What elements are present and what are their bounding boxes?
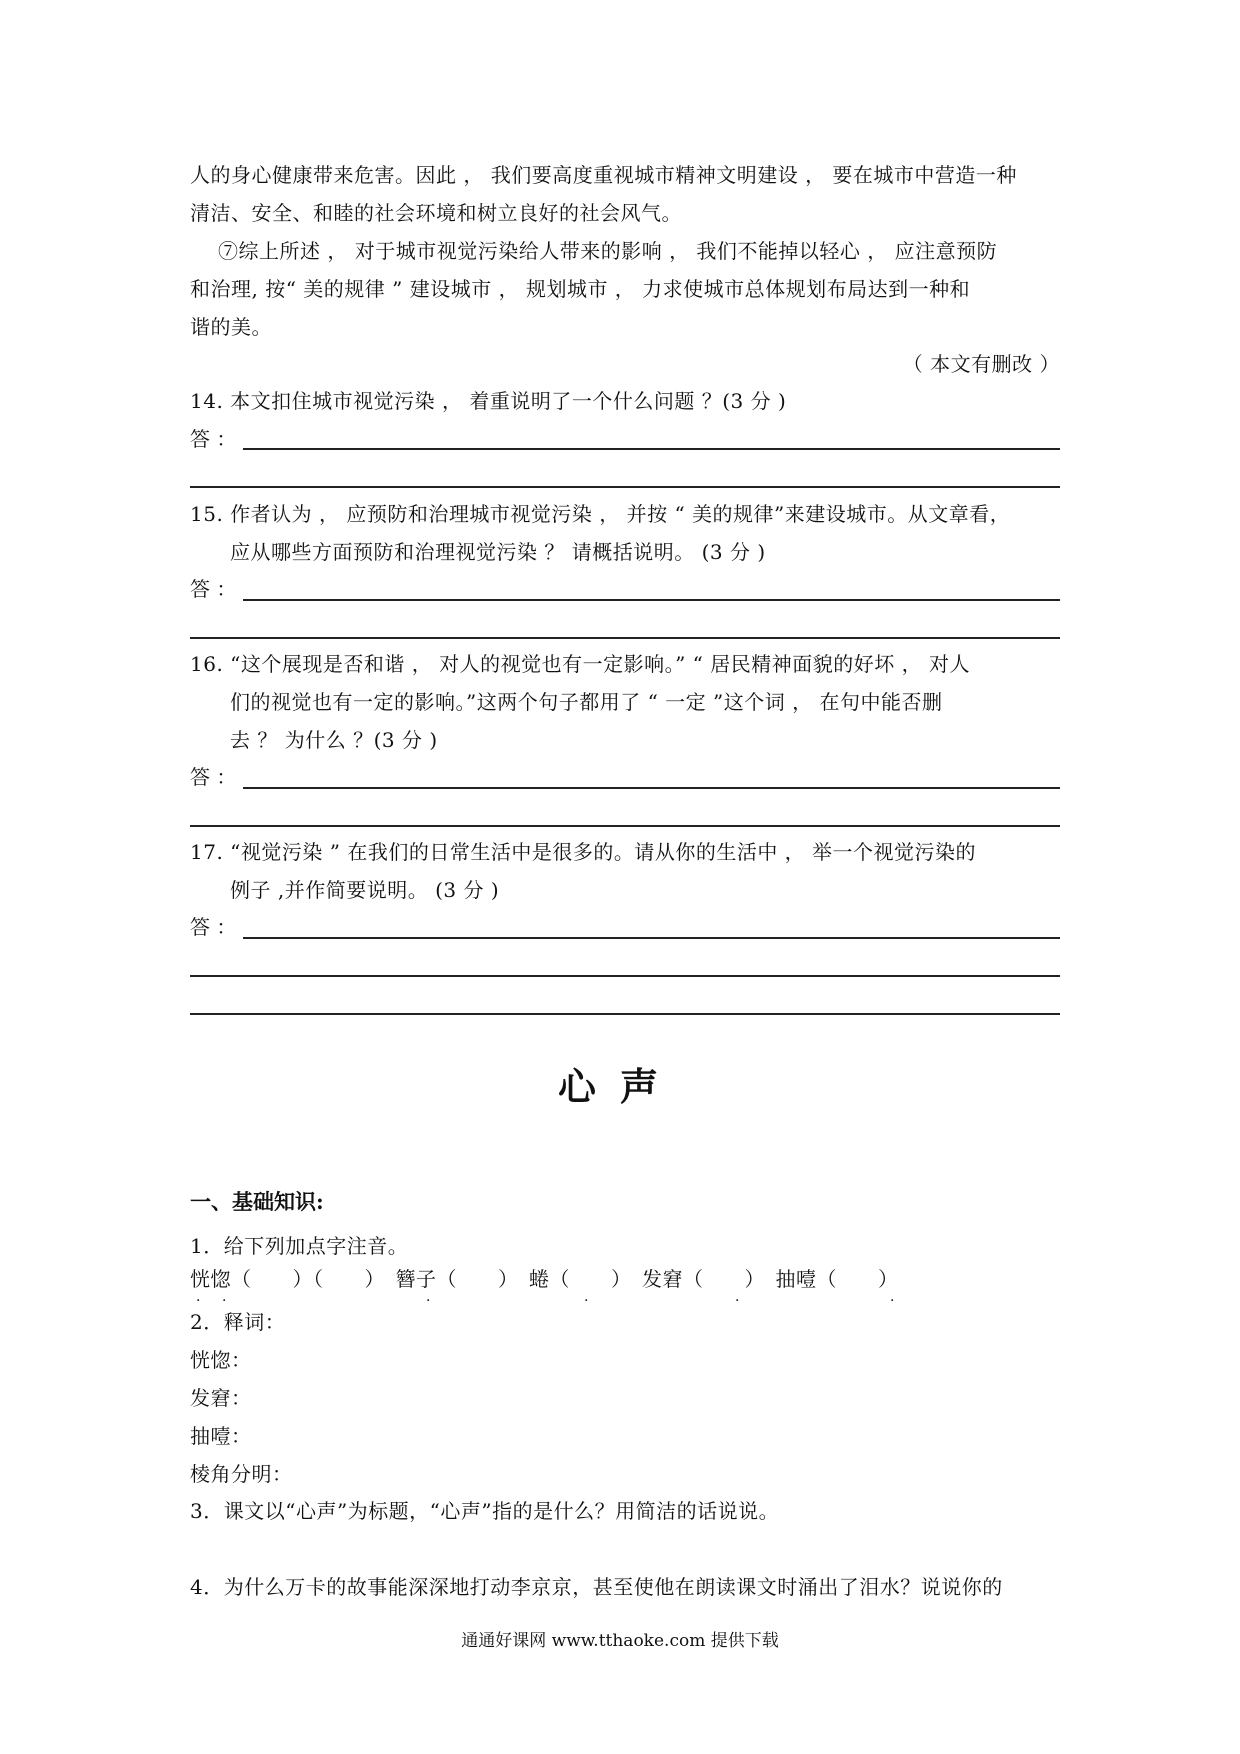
item-1: 1．给下列加点字注音。 bbox=[190, 1234, 409, 1258]
answer-line[interactable] bbox=[243, 787, 1060, 789]
emphasis-dot: · bbox=[196, 1293, 201, 1309]
pinyin-row: 恍惚（ ）（ ） 簪子（ ） 蜷（ ） 发窘（ ） 抽噎（ ） bbox=[190, 1267, 899, 1291]
section-heading: 一、基础知识: bbox=[190, 1189, 324, 1214]
question-16-cont: 去 ？ 为什么 ？(3 分 ) bbox=[230, 728, 438, 752]
answer-label: 答 ： bbox=[190, 427, 237, 451]
passage-line: 人的身心健康带来危害。因此 ， 我们要高度重视城市精神文明建设 ， 要在城市中营造一种 bbox=[190, 163, 1017, 187]
term-line: 棱角分明： bbox=[190, 1462, 293, 1486]
source-note: （ 本文有删改 ） bbox=[902, 352, 1060, 376]
term-line: 抽噎： bbox=[190, 1424, 252, 1448]
answer-label: 答 ： bbox=[190, 915, 237, 939]
question-15-cont: 应从哪些方面预防和治理视觉污染 ？ 请概括说明。 (3 分 ) bbox=[230, 540, 766, 564]
question-17-cont: 例子 ,并作简要说明。 (3 分 ) bbox=[230, 878, 500, 902]
emphasis-dot: · bbox=[735, 1293, 740, 1309]
answer-line[interactable] bbox=[190, 1013, 1060, 1015]
emphasis-dot: · bbox=[584, 1293, 589, 1309]
item-2: 2．释词： bbox=[190, 1310, 286, 1334]
term-line: 恍惚： bbox=[190, 1348, 252, 1372]
question-15: 15. 作者认为 ， 应预防和治理城市视觉污染 ， 并按 “ 美的规律”来建设城市。从文章看， bbox=[190, 502, 1011, 526]
question-16: 16. “这个展现是否和谐 ， 对人的视觉也有一定影响。” “ 居民精神面貌的好坏 ， 对人 bbox=[190, 652, 970, 676]
item-4: 4．为什么万卡的故事能深深地打动李京京，甚至使他在朗读课文时涌出了泪水？说说你的 bbox=[190, 1575, 1003, 1599]
passage-line: 和治理, 按“ 美的规律 ” 建设城市 ， 规划城市 ， 力求使城市总体规划布局达到一种和 bbox=[190, 277, 971, 301]
question-16-cont: 们的视觉也有一定的影响。”这两个句子都用了 “ 一定 ”这个词 ， 在句中能否删 bbox=[230, 690, 943, 714]
emphasis-dot: · bbox=[890, 1293, 895, 1309]
passage-line: 清洁、安全、和睦的社会环境和树立良好的社会风气。 bbox=[190, 201, 682, 225]
answer-line[interactable] bbox=[190, 975, 1060, 977]
answer-line[interactable] bbox=[243, 599, 1060, 601]
term-line: 发窘： bbox=[190, 1386, 252, 1410]
question-17: 17. “视觉污染 ” 在我们的日常生活中是很多的。请从你的生活中 ， 举一个视觉污染的 bbox=[190, 840, 977, 864]
passage-line: ⑦综上所述 ， 对于城市视觉污染给人带来的影响 ， 我们不能掉以轻心 ， 应注意预防 bbox=[218, 239, 998, 263]
answer-label: 答 ： bbox=[190, 577, 237, 601]
answer-line[interactable] bbox=[190, 637, 1060, 639]
answer-line[interactable] bbox=[190, 825, 1060, 827]
answer-line[interactable] bbox=[243, 448, 1060, 450]
answer-line[interactable] bbox=[190, 486, 1060, 488]
answer-label: 答 ： bbox=[190, 765, 237, 789]
section-title: 心声 bbox=[557, 1064, 682, 1109]
question-14: 14. 本文扣住城市视觉污染 ， 着重说明了一个什么问题 ？(3 分 ) bbox=[190, 389, 787, 413]
emphasis-dot: · bbox=[426, 1293, 431, 1309]
item-3: 3．课文以“心声”为标题，“心声”指的是什么？用简洁的话说说。 bbox=[190, 1499, 780, 1523]
answer-line[interactable] bbox=[243, 937, 1060, 939]
emphasis-dot: · bbox=[222, 1293, 227, 1309]
passage-line: 谐的美。 bbox=[190, 315, 272, 339]
page-footer: 通通好课网 www.tthaoke.com 提供下载 bbox=[461, 1631, 779, 1651]
